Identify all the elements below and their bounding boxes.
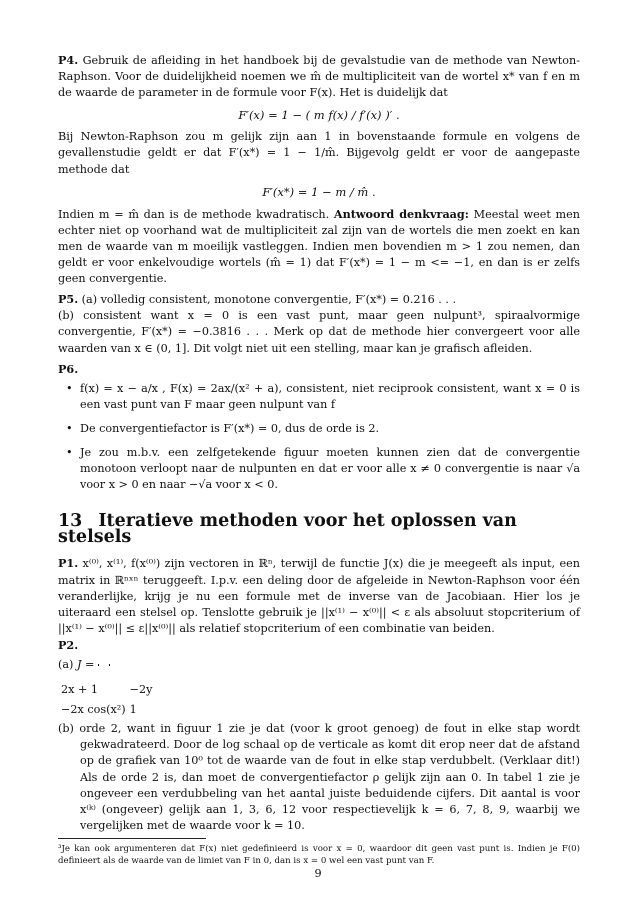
s13-p2-a-prefix: (a) <box>58 658 74 671</box>
p4-text-3 <box>58 206 580 287</box>
s13-p1-label: P1. <box>58 556 79 571</box>
matrix-cell: −2x cos(x²) <box>61 703 126 717</box>
section-number: 13 <box>58 511 83 532</box>
p5-a <box>58 291 580 308</box>
matrix-cell: 2x + 1 <box>61 683 99 697</box>
p6-list <box>58 381 580 494</box>
p4-label: P4. <box>58 53 79 67</box>
p4-text-3b: Meestal weet men echter niet op voorhand wat de multipliciteit zal zijn van de wortels die men zoekt en kan men de waarde van m moeilijk vastleggen. Indien men bovendien m > 1 zou nemen, dan geldt er voor enkelvoudige wortels (m̂ = 1) dat F′(x*) = 1 − m <= −1, en dan is er zelfs geen convergentie. <box>58 207 580 286</box>
p5-label: P5. <box>58 292 79 307</box>
page-number: 9 <box>314 867 322 880</box>
s13-p1 <box>58 555 580 636</box>
footnote-divider <box>58 838 206 839</box>
p4-intro <box>58 52 580 101</box>
p5-a-text: (a) volledig consistent, monotone convergentie, F′(x*) = 0.216 . . . <box>81 293 457 307</box>
jacobian-matrix <box>98 664 110 666</box>
p5-b: (b) consistent want x = 0 is een vast punt, maar geen nulpunt³, spiraalvormige convergentie, F′(x*) = −0.3816 . . . Merk op dat de methode hier convergeert voor alle waarden van x ∈ (0, 1]. Dit volgt niet uit een stelling, maar kan je grafisch afleiden. <box>58 309 580 355</box>
p6-label: P6. <box>58 361 79 376</box>
list-item: • f(x) = x − a/x , F(x) = 2ax/(x² + a), consistent, niet reciprook consistent, want x = 0 is een vast punt van F maar geen nulpunt van f <box>80 381 580 413</box>
s13-p2-a <box>58 657 580 673</box>
p4-formula-2: F′(x*) = 1 − m / m̂ . <box>262 184 376 199</box>
s13-p1-text: x⁽⁰⁾, x⁽¹⁾, f(x⁽⁰⁾) zijn vectoren in ℝⁿ, terwijl de functie J(x) die je meegeeft als input, een matrix in ℝⁿˣⁿ teruggeeft. I.p.v. een deling door de afgeleide in Newton-Raphson voor één veranderlijke, krijg je nu een formule met de inverse van de Jacobiaan. Hier los je uiteraard een stelsel op. Tenslotte gebruik je ||x⁽¹⁾ − x⁽⁰⁾|| < ε als absoluut stopcriterium of ||x⁽¹⁾ − x⁽⁰⁾|| ≤ ε||x⁽⁰⁾|| als relatief stopcriterium of een combinatie van beiden. <box>58 557 580 635</box>
s13-p2-b: (b) orde 2, want in figuur 1 zie je dat (voor k groot genoeg) de fout in elke stap wordt gekwadrateerd. Door de log schaal op de verticale as komt dit erop neer dat de afstand op de grafiek van 10⁰ tot de waarde van de fout in elke stap verdubbelt. (Verklaar dit!) Als de orde 2 is, dan moet de convergentiefactor ρ gelijk zijn aan 0. In tabel 1 zie je ongeveer een verdubbeling van het aantal juiste beduidende cijfers. Dit aantal is voor x⁽ᵏ⁾ (ongeveer) gelijk aan 1, 3, 6, 12 voor respectievelijk k = 6, 7, 8, 9, waarbij we vergelijken met de waarde voor k = 10. <box>58 722 580 832</box>
p4-denkvraag-label: Antwoord denkvraag: <box>333 206 469 221</box>
matrix-cell: −2y <box>129 683 153 697</box>
footnote: ³Je kan ook argumenteren dat F(x) niet gedefinieerd is voor x = 0, waardoor dit geen vast punt is. Indien je F(0) definieert als de waarde van de limiet van F in 0, dan is x = 0 wel een vast punt van F. <box>58 843 580 866</box>
page-content <box>58 52 580 867</box>
section-title: Iteratieve methoden voor het oplossen van stelsels <box>58 511 517 548</box>
s13-p2-label: P2. <box>58 637 79 652</box>
list-item: • Je zou m.b.v. een zelfgetekende figuur moeten kunnen zien dat de convergentie monotoon verloopt naar de nulpunten en dat er voor alle x ≠ 0 convergentie is naar √a voor x > 0 en naar −√a voor x < 0. <box>80 445 580 493</box>
p4-intro-text: Gebruik de afleiding in het handboek bij de gevalstudie van de methode van Newton-Raphson. Voor de duidelijkheid noemen we m̂ de multipliciteit van de wortel x* van f en m de waarde de parameter in de formule voor F(x). Het is duidelijk dat <box>58 54 580 100</box>
p4-text-2: Bij Newton-Raphson zou m gelijk zijn aan 1 in bovenstaande formule en volgens de gevallenstudie geldt er dat F′(x*) = 1 − 1/m̂. Bijgevolg geldt er voor de aangepaste methode dat <box>58 130 580 176</box>
p4-text-3a: Indien m = m̂ dan is de methode kwadratisch. <box>58 207 330 221</box>
section-heading <box>58 511 580 548</box>
matrix-cell: 1 <box>129 703 137 717</box>
jacobian-lhs: J = <box>76 658 95 671</box>
list-item: • De convergentiefactor is F′(x*) = 0, dus de orde is 2. <box>80 421 580 437</box>
p4-formula-1: F′(x) = 1 − ( m f(x) / f′(x) )′ . <box>238 108 400 123</box>
